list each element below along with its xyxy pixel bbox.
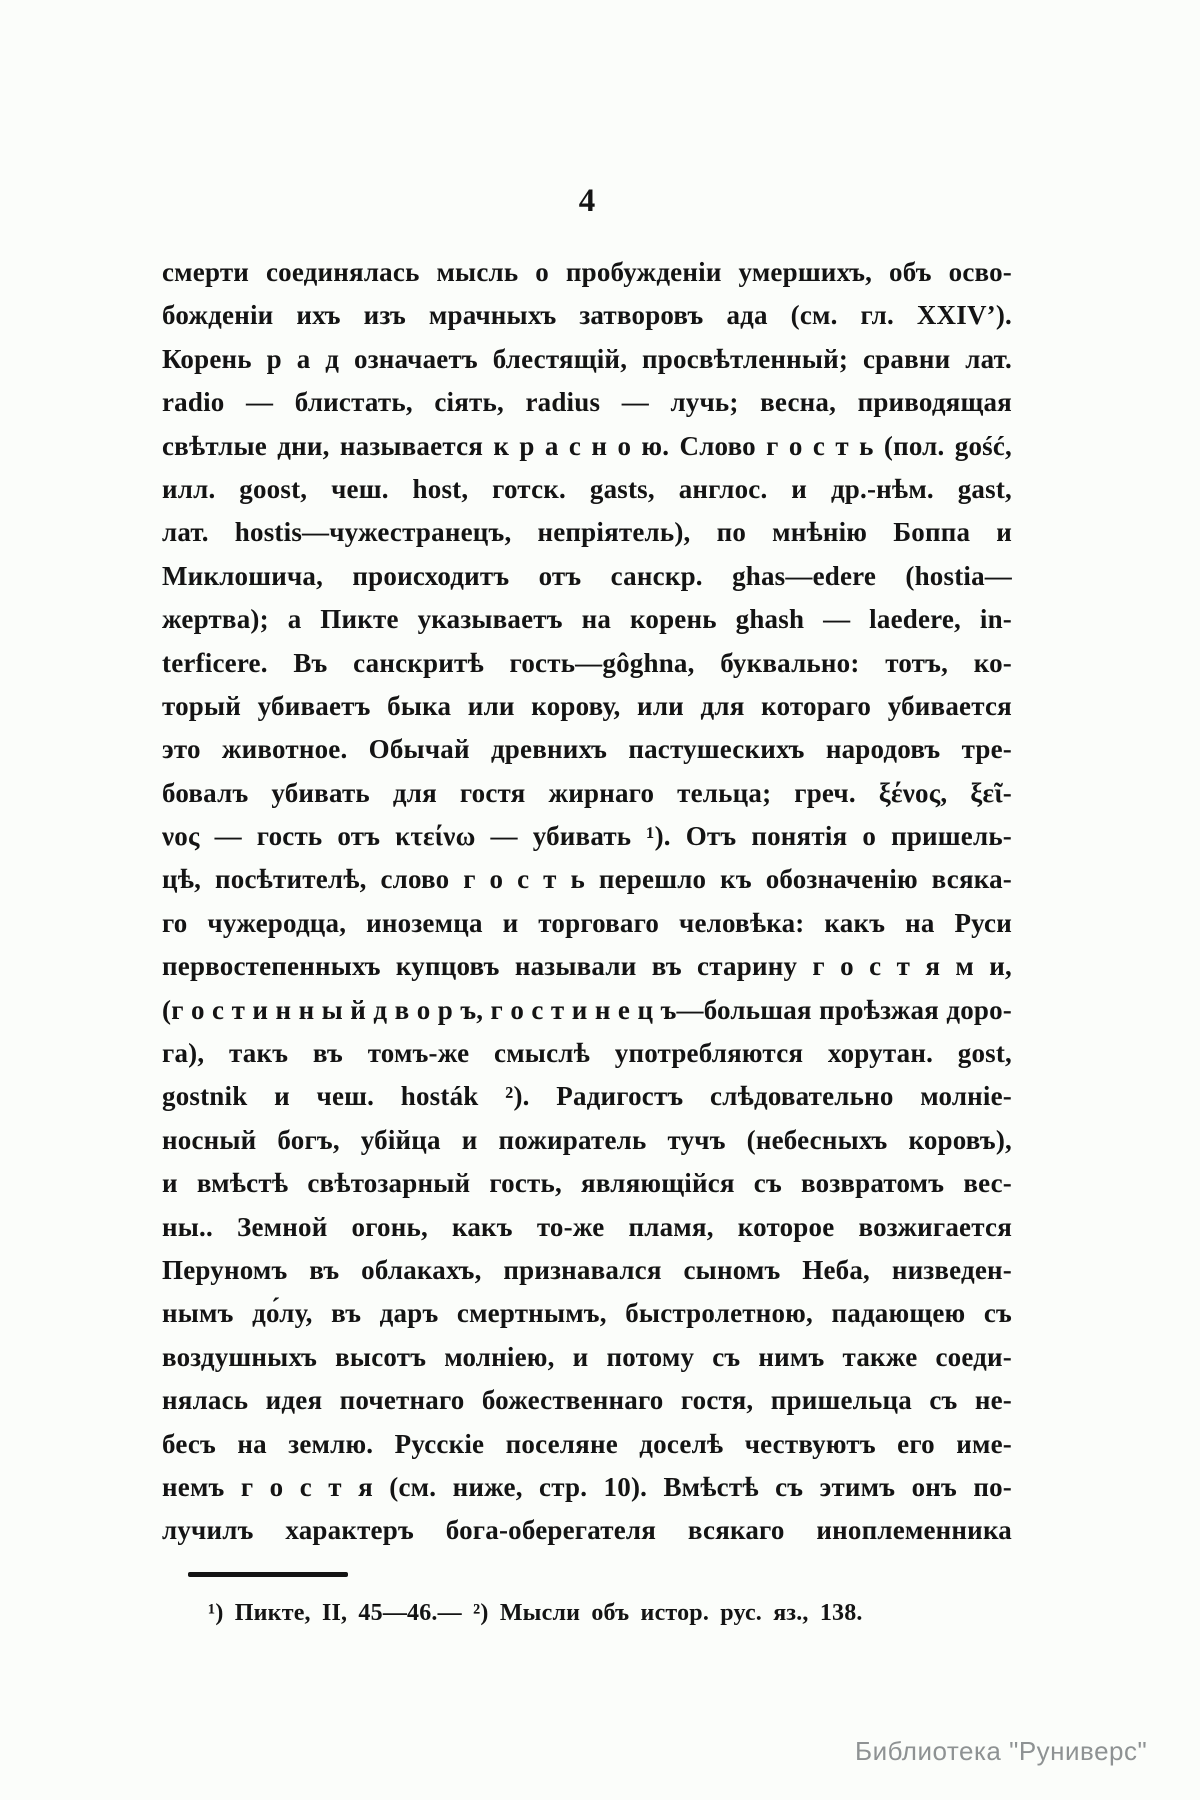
body-line: νος — гость отъ κτείνω — убивать ¹). Отъ понятія о пришель- xyxy=(162,821,1012,852)
page-number: 4 xyxy=(578,183,596,219)
body-line: (г о с т и н н ы й д в о р ъ, г о с т и н е ц ъ—большая проѣзжая доро- xyxy=(162,994,1012,1025)
body-line: Перуномъ въ облакахъ, признавался сыномъ Неба, низведен- xyxy=(162,1254,1012,1285)
body-line: нялась идея почетнаго божественнаго гостя, пришельца съ не- xyxy=(162,1385,1012,1416)
body-line: Миклошича, происходитъ отъ санскр. ghas—edere (hostia— xyxy=(162,560,1012,591)
body-line: и вмѣстѣ свѣтозарный гость, являющійся съ возвратомъ вес- xyxy=(162,1168,1012,1199)
footnote-text: ¹) Пикте, II, 45—46.— ²) Мысли объ истор. рус. яз., 138. xyxy=(208,1600,863,1626)
body-line: немъ г о с т я (см. ниже, стр. 10). Вмѣстѣ съ этимъ онъ по- xyxy=(162,1471,1012,1502)
body-line: terficere. Въ санскритѣ гость—gôghna, буквально: тотъ, ко- xyxy=(162,647,1012,678)
body-line: Корень р а д означаетъ блестящій, просвѣтленный; сравни лат. xyxy=(162,343,1012,374)
body-line: ны.. Земной огонь, какъ то-же пламя, которое возжигается xyxy=(162,1211,1012,1242)
body-line: божденіи ихъ изъ мрачныхъ затворовъ ада (см. гл. XXIV’). xyxy=(162,300,1012,331)
body-line: го чужеродца, иноземца и торговаго человѣка: какъ на Руси xyxy=(162,907,1012,938)
body-line: бовалъ убивать для гостя жирнаго тельца; греч. ξένος, ξεῖ- xyxy=(162,777,1012,808)
body-line: га), такъ въ томъ-же смыслѣ употребляются хорутан. gost, xyxy=(162,1038,1012,1069)
body-line: цѣ, посѣтителѣ, слово г о с т ь перешло къ обозначенію всяка- xyxy=(162,864,1012,895)
body-line: носный богъ, убійца и пожиратель тучъ (небесныхъ коровъ), xyxy=(162,1124,1012,1155)
body-line: лучилъ характеръ бога-оберегателя всякаго иноплеменника xyxy=(162,1515,1012,1546)
body-line: radio — блистать, сіять, radius — лучь; весна, приводящая xyxy=(162,387,1012,418)
library-watermark: Библиотека "Руниверс" xyxy=(855,1736,1148,1766)
body-line: нымъ до́лу, въ даръ смертнымъ, быстролетною, падающею съ xyxy=(162,1298,1012,1329)
body-line: воздушныхъ высотъ молніею, и потому съ нимъ также соеди- xyxy=(162,1341,1012,1372)
body-text xyxy=(162,251,1012,1553)
body-line: лат. hostis—чужестранецъ, непріятель), по мнѣнію Боппа и xyxy=(162,517,1012,548)
body-line: смерти соединялась мысль о пробужденіи умершихъ, объ осво- xyxy=(162,257,1012,287)
body-line: это животное. Обычай древнихъ пастушескихъ народовъ тре- xyxy=(162,734,1012,765)
body-line: жертва); а Пикте указываетъ на корень ghash — laedere, in- xyxy=(162,604,1012,635)
body-line: торый убиваетъ быка или корову, или для котораго убивается xyxy=(162,690,1012,721)
footnote-rule xyxy=(188,1572,348,1577)
body-line: gostnik и чеш. hosták ²). Радигостъ слѣдовательно молніе- xyxy=(162,1081,1012,1112)
body-line: илл. goost, чеш. host, готск. gasts, англос. и др.-нѣм. gast, xyxy=(162,473,1012,504)
body-line: бесъ на землю. Русскіе поселяне доселѣ чествуютъ его име- xyxy=(162,1428,1012,1459)
body-line: первостепенныхъ купцовъ называли въ старину г о с т я м и, xyxy=(162,951,1012,982)
body-line: свѣтлые дни, называется к р а с н о ю. Слово г о с т ь (пол. gość, xyxy=(162,430,1012,461)
